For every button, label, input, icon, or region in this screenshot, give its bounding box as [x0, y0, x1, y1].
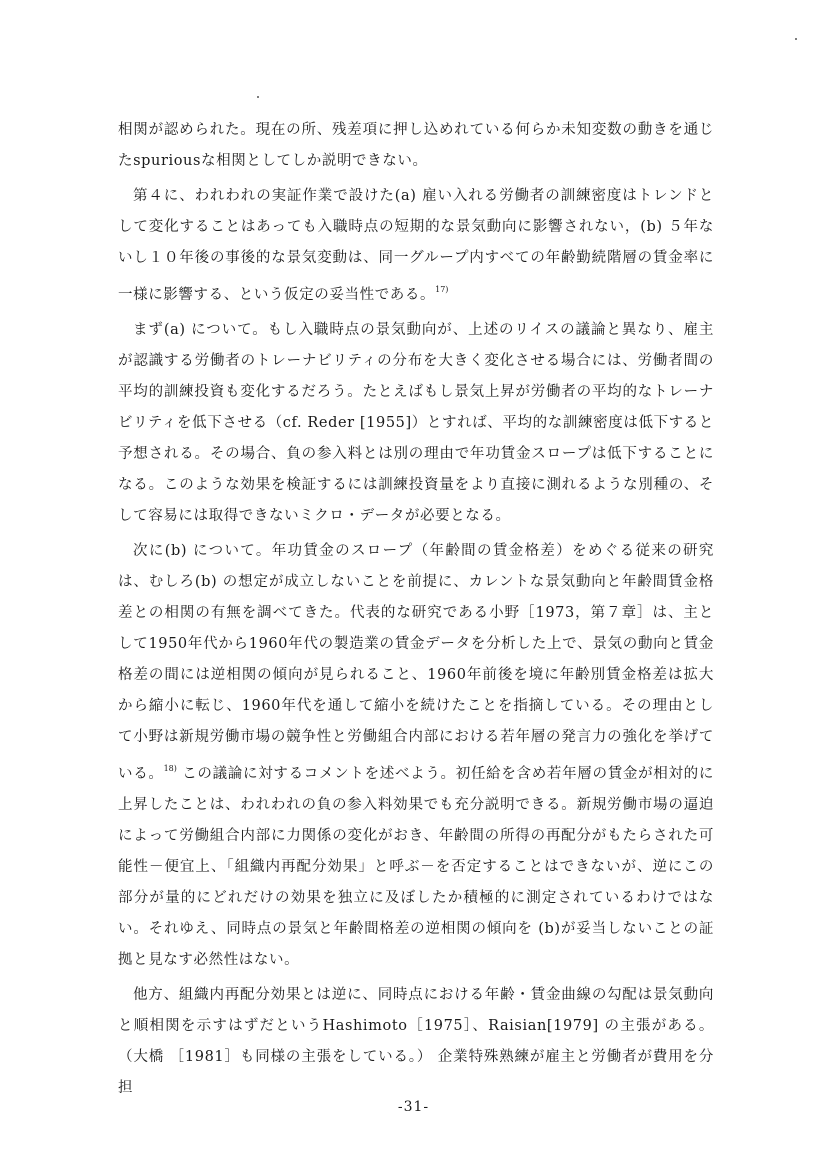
- paragraph-2: [118, 181, 714, 311]
- paragraph-4-text-after: この議論に対するコメントを述べよう。初任給を含め若年層の賃金が相対的に上昇したことは、われわれの負の参入料効果でも充分説明できる。新規労働市場の逼迫によって労働組合内部に力関係の変化がおき、年齢間の所得の再配分がもたらされた可能性－便宜上、「組織内再配分効果」と呼ぶ－を否定することはできないが、逆にこの部分が量的にどれだけの効果を独立に及ぼしたか積極的に測定されているわけではない。それゆえ、同時点の景気と年齢間格差の逆相関の傾向を (b)が妥当しないことの証拠と見なす必然性はない。: [118, 766, 714, 968]
- paragraph-4: [118, 536, 714, 976]
- paragraph-1: 相関が認められた。現在の所、残差項に押し込めれている何らか未知変数の動きを通じたspuriousな相関としてしか説明できない。: [118, 122, 714, 169]
- paragraph-4-text-before: 次に(b) について。年功賃金のスロープ（年齢間の賃金格差）をめぐる従来の研究は、むしろ(b) の想定が成立しないことを前提に、カレントな景気動向と年齢間賃金格差との相関の有無を調べてきた。代表的な研究である小野［1973，第７章］は、主として1950年代から1960年代の製造業の賃金データを分析した上で、景気の動向と賃金格差の間には逆相関の傾向が見られること、1960年前後を境に年齢別賃金格差は拡大から縮小に転じ、1960年代を通して縮小を続けたことを指摘している。その理由として小野は新規労働市場の競争性と労働組合内部における若年層の発言力の強化を挙げている。: [118, 543, 714, 782]
- page-number: -31-: [397, 1099, 430, 1115]
- footnote-ref-18: 18): [163, 764, 177, 773]
- paragraph-5: 他方、組織内再配分効果とは逆に、同時点における年齢・賃金曲線の勾配は景気動向と順相関を示すはずだというHashimoto［1975］、Raisian[1979] の主張がある。（大橋 ［1981］も同様の主張をしている。） 企業特殊熟練が雇主と労働者が費用を分担: [118, 987, 714, 1096]
- body-text: [118, 115, 714, 1108]
- scan-speck: [257, 96, 259, 98]
- scan-speck: [795, 38, 797, 40]
- paragraph-3: まず(a) について。もし入職時点の景気動向が、上述のリイスの議論と異なり、雇主が認識する労働者のトレーナビリティの分布を大きく変化させる場合には、労働者間の平均的訓練投資も変化するだろう。たとえばもし景気上昇が労働者の平均的なトレーナビリティを低下させる（cf. Reder [1955]）とすれば、平均的な訓練密度は低下すると予想される。その場合、負の参入料とは別の理由で年功賃金スロープは低下することになる。このような効果を検証するには訓練投資量をより直接に測れるような別種の、そして容易には取得できないミクロ・データが必要となる。: [118, 322, 714, 524]
- footnote-ref-17: 17): [435, 285, 449, 294]
- paragraph-2-text: 第４に、われわれの実証作業で設けた(a) 雇い入れる労働者の訓練密度はトレンドとして変化することはあっても入職時点の短期的な景気動向に影響されない，(b) ５年ないし１０年後の事後的な景気変動は、同一グループ内すべての年齢勤続階層の賃金率に一様に影響する、という仮定の妥当性である。: [118, 188, 714, 303]
